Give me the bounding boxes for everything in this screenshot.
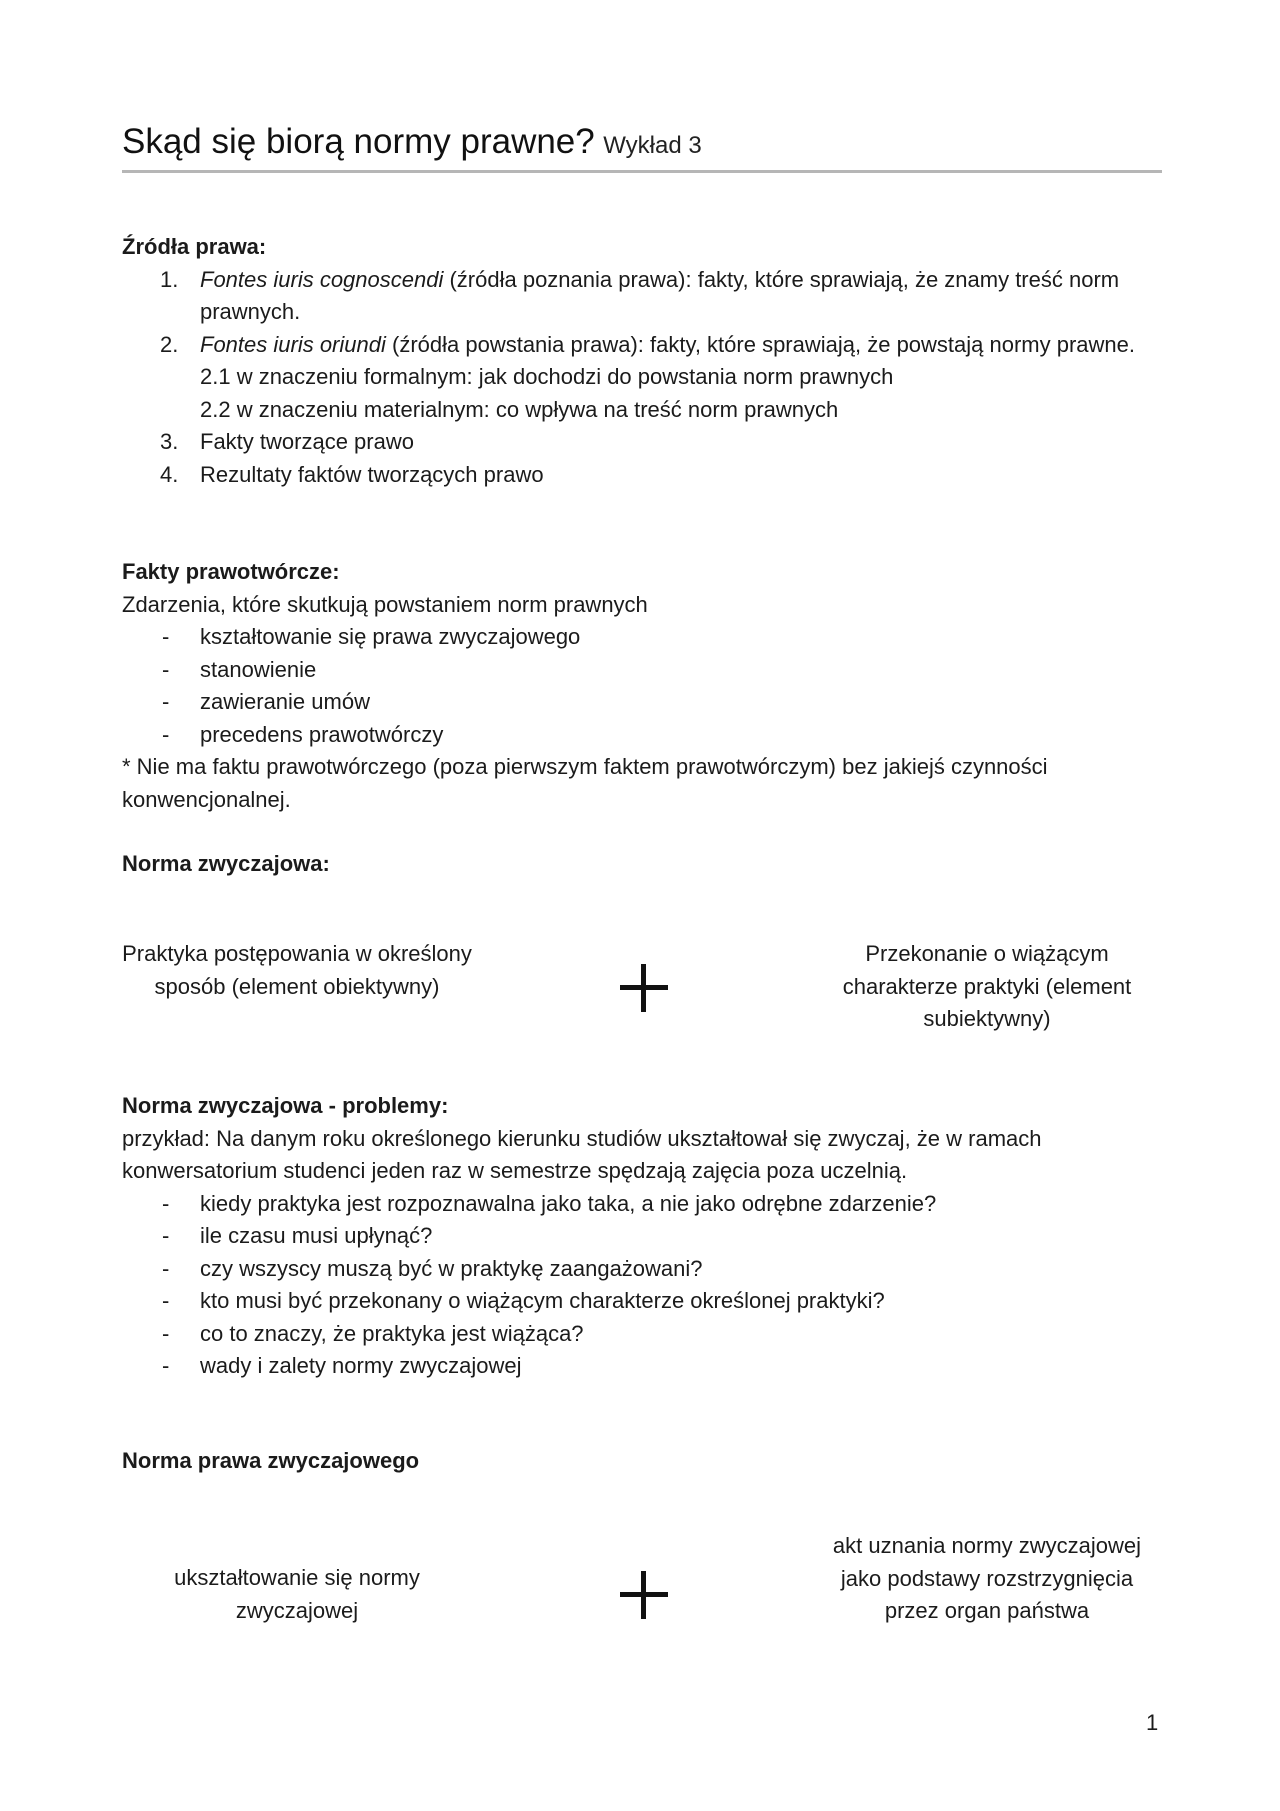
lawmaking-section <box>122 556 1162 816</box>
sources-list <box>122 264 1162 362</box>
problems-section <box>122 1090 1162 1383</box>
list-number: 4. <box>160 461 179 487</box>
list-item <box>122 1220 1162 1253</box>
list-item <box>122 264 1162 329</box>
list-number: 1. <box>160 266 179 292</box>
list-item <box>122 719 1162 752</box>
list-item-text: zawieranie umów <box>200 689 370 714</box>
list-item <box>122 1253 1162 1286</box>
list-item-text: kto musi być przekonany o wiążącym charakterze określonej praktyki? <box>200 1288 885 1313</box>
list-item-text: (źródła powstania prawa): fakty, które sprawiają, że powstają normy prawne. <box>385 331 1136 357</box>
title-sub: Wykład 3 <box>603 132 702 159</box>
customary-law-section <box>122 1445 1162 1478</box>
list-item-italic: Fontes iuris oriundi <box>200 331 386 357</box>
custom-norm-section <box>122 848 1162 881</box>
problems-heading: Norma zwyczajowa - problemy: <box>122 1093 449 1118</box>
page-number: 1 <box>1146 1710 1159 1735</box>
custom-norm-heading: Norma zwyczajowa: <box>122 851 330 876</box>
lawmaking-list <box>122 621 1162 751</box>
dash-bullet: - <box>162 1223 170 1248</box>
list-number: 3. <box>160 429 179 454</box>
list-item <box>122 426 1162 459</box>
sub-item: 2.1 w znaczeniu formalnym: jak dochodzi do powstania norm prawnych <box>200 364 894 389</box>
page-title <box>122 122 1162 173</box>
list-item <box>122 459 1162 492</box>
list-number: 2. <box>160 331 179 357</box>
dash-bullet: - <box>162 721 170 747</box>
title-main: Skąd się biorą normy prawne? <box>122 122 595 161</box>
sources-list-continued <box>122 426 1162 491</box>
list-item-text: Fakty tworzące prawo <box>200 429 414 454</box>
dash-bullet: - <box>162 1320 170 1346</box>
plus-icon <box>620 964 668 1012</box>
list-item-text: ile czasu musi upłynąć? <box>200 1223 433 1248</box>
list-item-text: co to znaczy, że praktyka jest wiążąca? <box>200 1320 584 1346</box>
dash-bullet: - <box>162 1288 170 1313</box>
lawmaking-note: * Nie ma faktu prawotwórczego (poza pierwszym faktem prawotwórczym) bez jakiejś czynności konwencjonalnej. <box>122 754 1048 812</box>
formula-right-box: akt uznania normy zwyczajowej jako podstawy rozstrzygnięcia przez organ państwa <box>832 1533 1142 1623</box>
list-item-text: kształtowanie się prawa zwyczajowego <box>200 624 581 649</box>
plus-icon <box>620 1571 668 1619</box>
list-item-text: wady i zalety normy zwyczajowej <box>200 1353 522 1378</box>
list-item-text: (źródła poznania prawa): fakty, które sprawiają, że znamy treść norm prawnych. <box>200 266 1120 324</box>
lawmaking-heading: Fakty prawotwórcze: <box>122 559 340 584</box>
list-item <box>122 621 1162 654</box>
sources-section <box>122 231 1162 491</box>
problems-list <box>122 1188 1162 1383</box>
dash-bullet: - <box>162 624 170 649</box>
problems-intro: przykład: Na danym roku określonego kierunku studiów ukształtował się zwyczaj, że w ramach konwersatorium studenci jeden raz w semestrze spędzają zajęcia poza uczelnią. <box>122 1125 1042 1183</box>
list-item <box>122 329 1162 362</box>
formula-left-box: Praktyka postępowania w określony sposób (element obiektywny) <box>122 941 472 999</box>
dash-bullet: - <box>162 656 170 682</box>
list-item <box>122 1350 1162 1383</box>
dash-bullet: - <box>162 1353 170 1378</box>
dash-bullet: - <box>162 1190 170 1216</box>
dash-bullet: - <box>162 689 170 714</box>
list-item <box>122 1188 1162 1221</box>
list-item-text: czy wszyscy muszą być w praktykę zaangażowani? <box>200 1255 703 1281</box>
list-item <box>122 654 1162 687</box>
formula-right-box: Przekonanie o wiążącym charakterze praktyki (element subiektywny) <box>842 941 1132 1031</box>
formula-left-box: ukształtowanie się normy zwyczajowej <box>174 1565 420 1623</box>
sources-heading: Źródła prawa: <box>122 234 267 259</box>
list-item-text: Rezultaty faktów tworzących prawo <box>200 461 544 487</box>
list-item-text: stanowienie <box>200 656 317 682</box>
sub-item: 2.2 w znaczeniu materialnym: co wpływa na treść norm prawnych <box>200 396 839 422</box>
list-item <box>122 1285 1162 1318</box>
list-item <box>122 686 1162 719</box>
list-item-text: kiedy praktyka jest rozpoznawalna jako taka, a nie jako odrębne zdarzenie? <box>200 1190 937 1216</box>
list-item-text: precedens prawotwórczy <box>200 721 444 747</box>
dash-bullet: - <box>162 1255 170 1281</box>
lawmaking-intro: Zdarzenia, które skutkują powstaniem norm prawnych <box>122 591 648 617</box>
list-item-italic: Fontes iuris cognoscendi <box>200 266 444 292</box>
list-item <box>122 1318 1162 1351</box>
customary-law-heading: Norma prawa zwyczajowego <box>122 1448 420 1473</box>
